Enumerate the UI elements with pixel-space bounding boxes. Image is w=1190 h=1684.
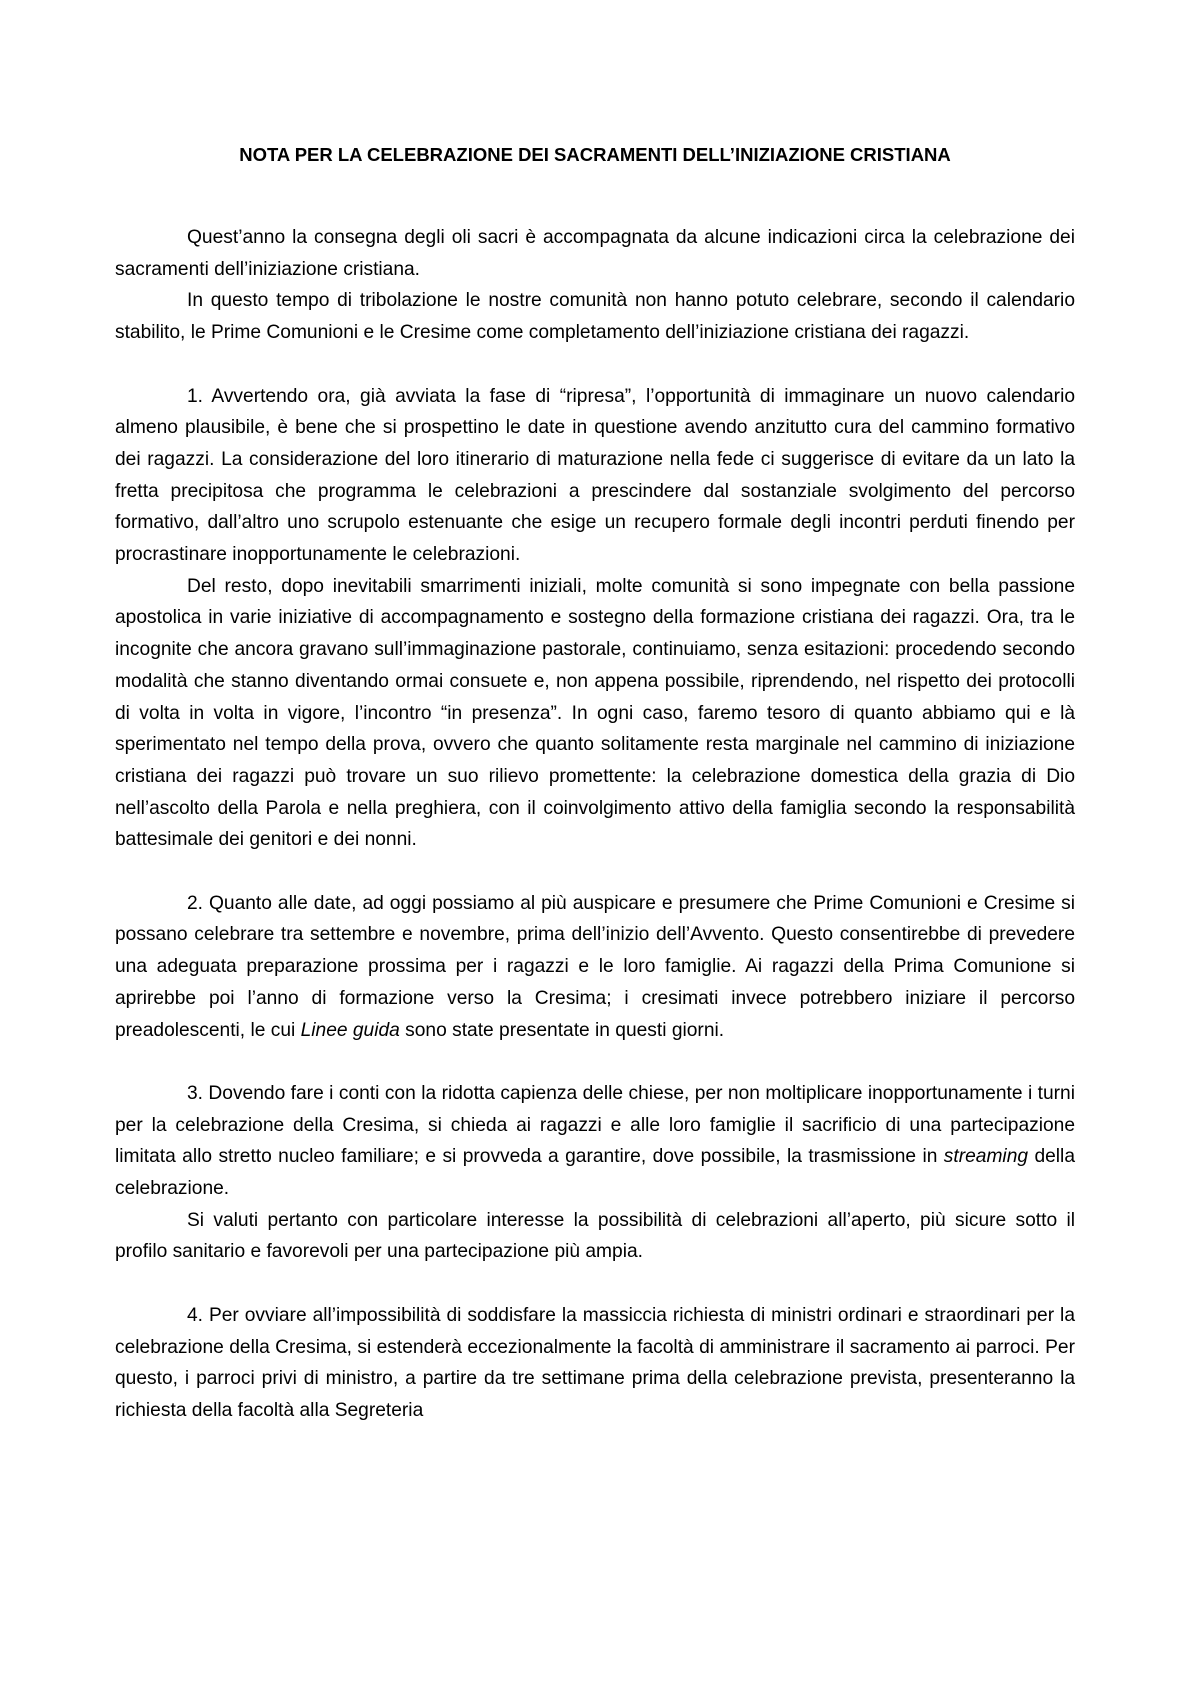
document-body	[115, 222, 1075, 1427]
section-2-paragraph-1	[115, 888, 1075, 1047]
intro-paragraph-1: Quest’anno la consegna degli oli sacri è accompagnata da alcune indicazioni circa la celebrazione dei sacramenti dell’iniziazione cristiana.	[115, 227, 1075, 280]
document-title: NOTA PER LA CELEBRAZIONE DEI SACRAMENTI DELL’INIZIAZIONE CRISTIANA	[239, 144, 951, 165]
section-3-paragraph-2: Si valuti pertanto con particolare interesse la possibilità di celebrazioni all’aperto, più sicure sotto il profilo sanitario e favorevoli per una partecipazione più ampia.	[115, 1209, 1075, 1263]
section-3-text-start: 3. Dovendo fare i conti con la ridotta capienza delle chiese, per non moltiplicare inopportunamente i turni per la celebrazione della Cresima, si chieda ai ragazzi e alle loro famiglie il sacrificio di una partecipazione limitata allo stretto nucleo familiare; e si provveda a garantire, dove possibile, la trasmissione in	[115, 1082, 1075, 1168]
section-4-paragraph-1: 4. Per ovviare all’impossibilità di soddisfare la massiccia richiesta di ministri ordinari e straordinari per la celebrazione della Cresima, si estenderà eccezionalmente la facoltà di amministrare il sacramento ai parroci. Per questo, i parroci privi di ministro, a partire da tre settimane prima della celebrazione prevista, presenteranno la richiesta della facoltà alla Segreteria	[115, 1304, 1075, 1421]
section-1-paragraph-1: 1. Avvertendo ora, già avviata la fase di “ripresa”, l’opportunità di immaginare un nuovo calendario almeno plausibile, è bene che si prospettino le date in questione avendo anzitutto cura del cammino formativo dei ragazzi. La considerazione del loro itinerario di maturazione nella fede ci suggerisce di evitare da un lato la fretta precipitosa che programma le celebrazioni a prescindere dal sostanziale svolgimento del percorso formativo, dall’altro uno scrupolo estenuante che esige un recupero formale degli incontri perduti finendo per procrastinare inopportunamente le celebrazioni.	[115, 385, 1075, 566]
section-2-text-end: sono state presentate in questi giorni.	[399, 1019, 725, 1041]
section-3-italic-term: streaming	[943, 1146, 1029, 1168]
section-3-paragraph-1	[115, 1078, 1075, 1205]
section-2-italic-term: Linee guida	[300, 1019, 400, 1041]
section-1-paragraph-2: Del resto, dopo inevitabili smarrimenti iniziali, molte comunità si sono impegnate con bella passione apostolica in varie iniziative di accompagnamento e sostegno della formazione cristiana dei ragazzi. Ora, tra le incognite che ancora gravano sull’immaginazione pastorale, continuiamo, senza esitazioni: procedendo secondo modalità che stanno diventando ormai consuete e, non appena possibile, riprendendo, nel rispetto dei protocolli di volta in volta in vigore, l’incontro “in presenza”. In ogni caso, faremo tesoro di quanto abbiamo qui e là sperimentato nel tempo della prova, ovvero che quanto solitamente resta marginale nel cammino di iniziazione cristiana dei ragazzi può trovare un suo rilievo promettente: la celebrazione domestica della grazia di Dio nell’ascolto della Parola e nella preghiera, con il coinvolgimento attivo della famiglia secondo la responsabilità battesimale dei genitori e dei nonni.	[115, 575, 1075, 851]
section-3-text-end: della celebrazione.	[115, 1146, 1075, 1200]
intro-paragraph-2: In questo tempo di tribolazione le nostre comunità non hanno potuto celebrare, secondo il calendario stabilito, le Prime Comunioni e le Cresime come completamento dell’iniziazione cristiana dei ragazzi.	[115, 290, 1075, 344]
section-2-text-start: 2. Quanto alle date, ad oggi possiamo al più auspicare e presumere che Prime Comunioni e Cresime si possano celebrare tra settembre e novembre, prima dell’inizio dell’Avvento. Questo consentirebbe di prevedere una adeguata preparazione prossima per i ragazzi e le loro famiglie. Ai ragazzi della Prima Comunione si aprirebbe poi l’anno di formazione verso la Cresima; i cresimati invece potrebbero iniziare il percorso preadolescenti, le cui	[115, 892, 1075, 1041]
